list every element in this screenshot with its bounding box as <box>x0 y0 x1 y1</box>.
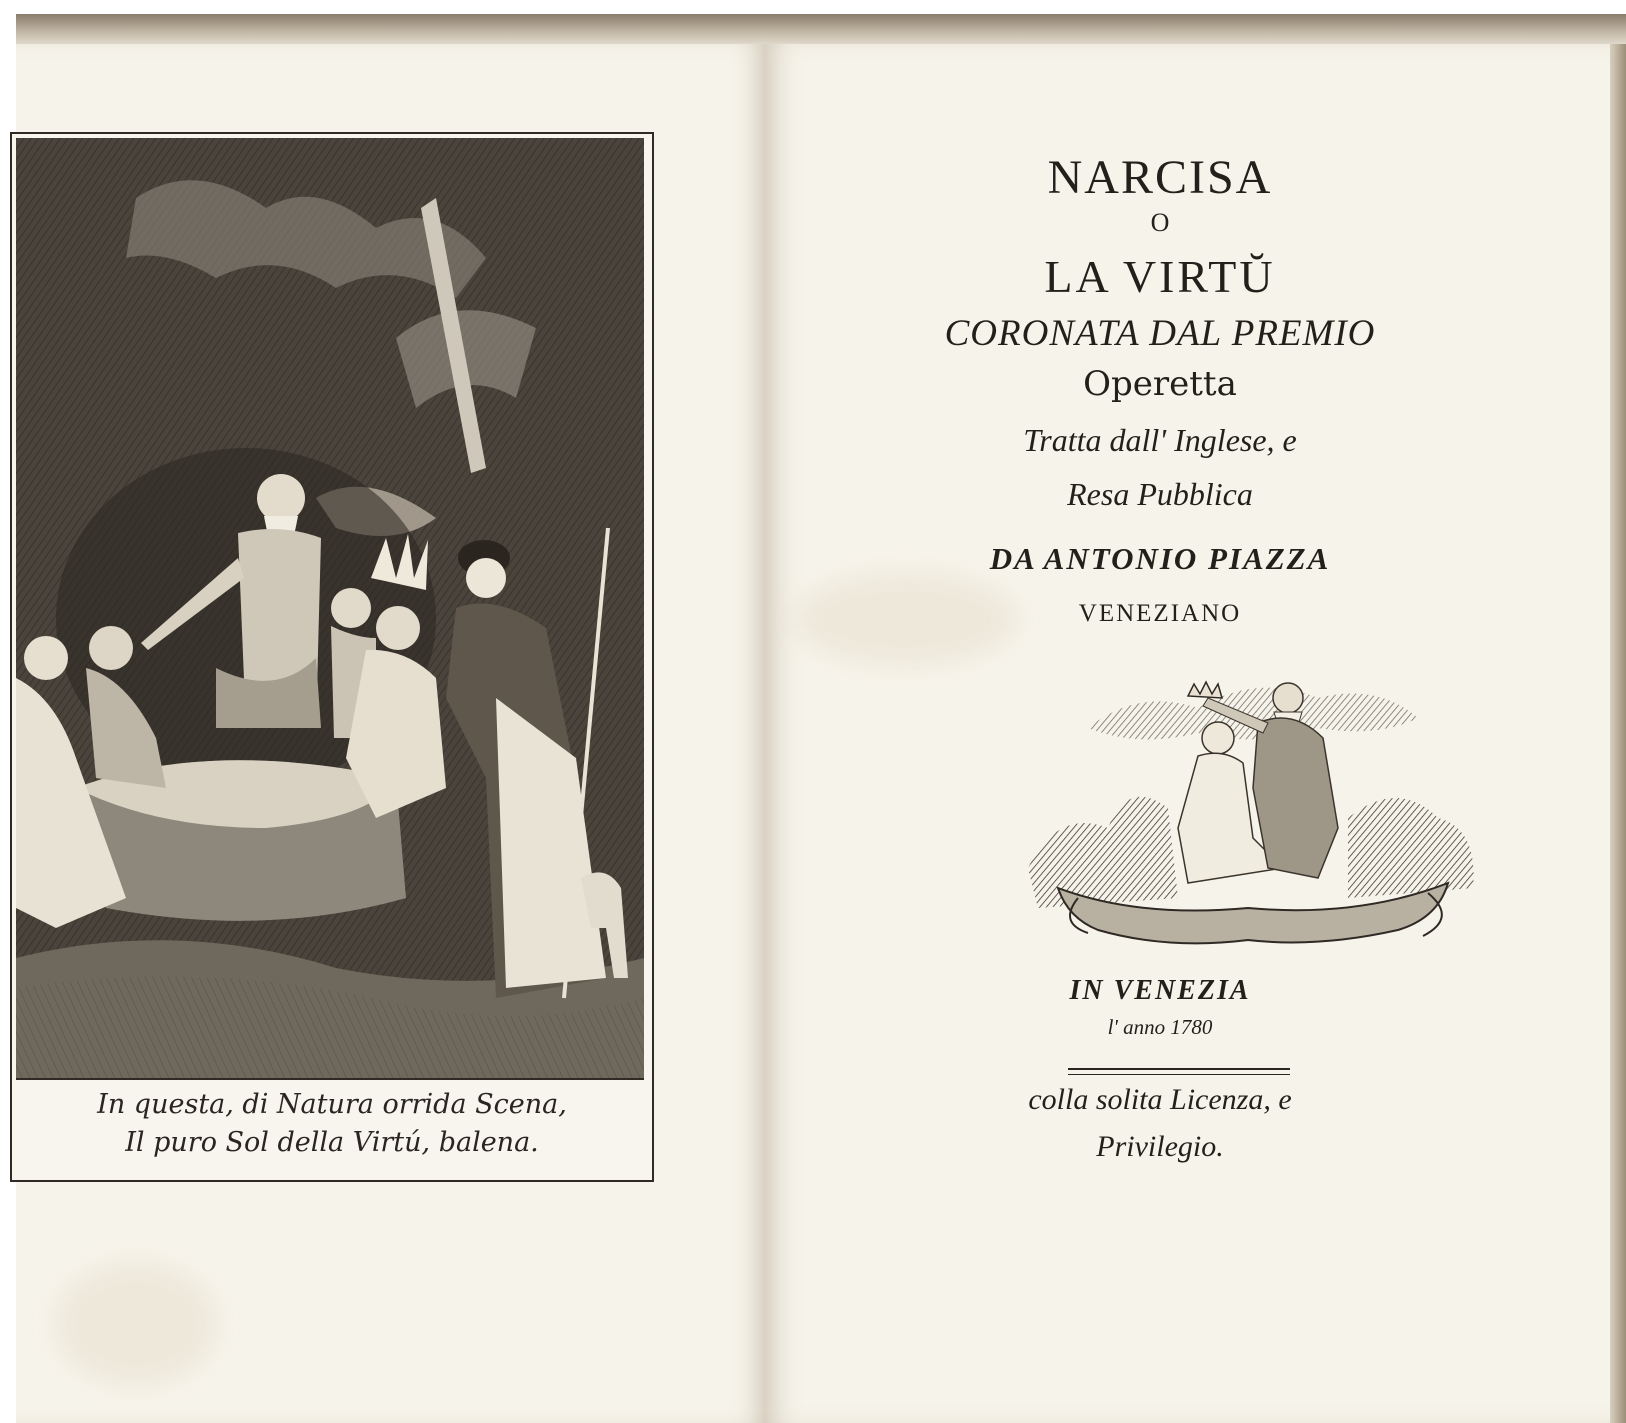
imprint-year: l' anno 1780 <box>1107 1015 1213 1039</box>
genre-label: Operetta <box>1083 364 1237 404</box>
caption-line-1: In questa, di Natura orrida Scena, <box>97 1089 567 1120</box>
frontispiece-plate <box>10 132 654 1182</box>
author-line: DA ANTONIO PIAZZA <box>989 541 1331 576</box>
vignette-illustration <box>1018 668 1488 958</box>
subtitle-line-1: LA VIRTŬ <box>1044 251 1276 302</box>
imprint-divider <box>1068 1068 1290 1070</box>
caption-line-2: Il puro Sol della Virtú, balena. <box>125 1127 539 1158</box>
frontispiece-engraving <box>16 138 644 1080</box>
book-title: NARCISA <box>1047 151 1273 204</box>
engraving-illustration <box>16 138 644 1078</box>
frontispiece-caption <box>12 1086 652 1162</box>
publication-note: Resa Pubblica <box>1067 476 1253 512</box>
imprint-divider-thin <box>1068 1074 1290 1075</box>
subtitle-line-2: CORONATA DAL PREMIO <box>944 313 1376 354</box>
book-fore-edge <box>1610 44 1626 1423</box>
author-origin: VENEZIANO <box>1078 600 1242 627</box>
license-line-1: colla solita Licenza, e <box>1028 1083 1292 1116</box>
paper-stain <box>56 1264 216 1384</box>
imprint-place: IN VENEZIA <box>1069 975 1251 1006</box>
license-line-2: Privilegio. <box>1096 1130 1224 1163</box>
title-conjunction: O <box>1150 208 1170 237</box>
translation-note: Tratta dall' Inglese, e <box>1023 422 1297 458</box>
title-vignette <box>1018 668 1488 958</box>
